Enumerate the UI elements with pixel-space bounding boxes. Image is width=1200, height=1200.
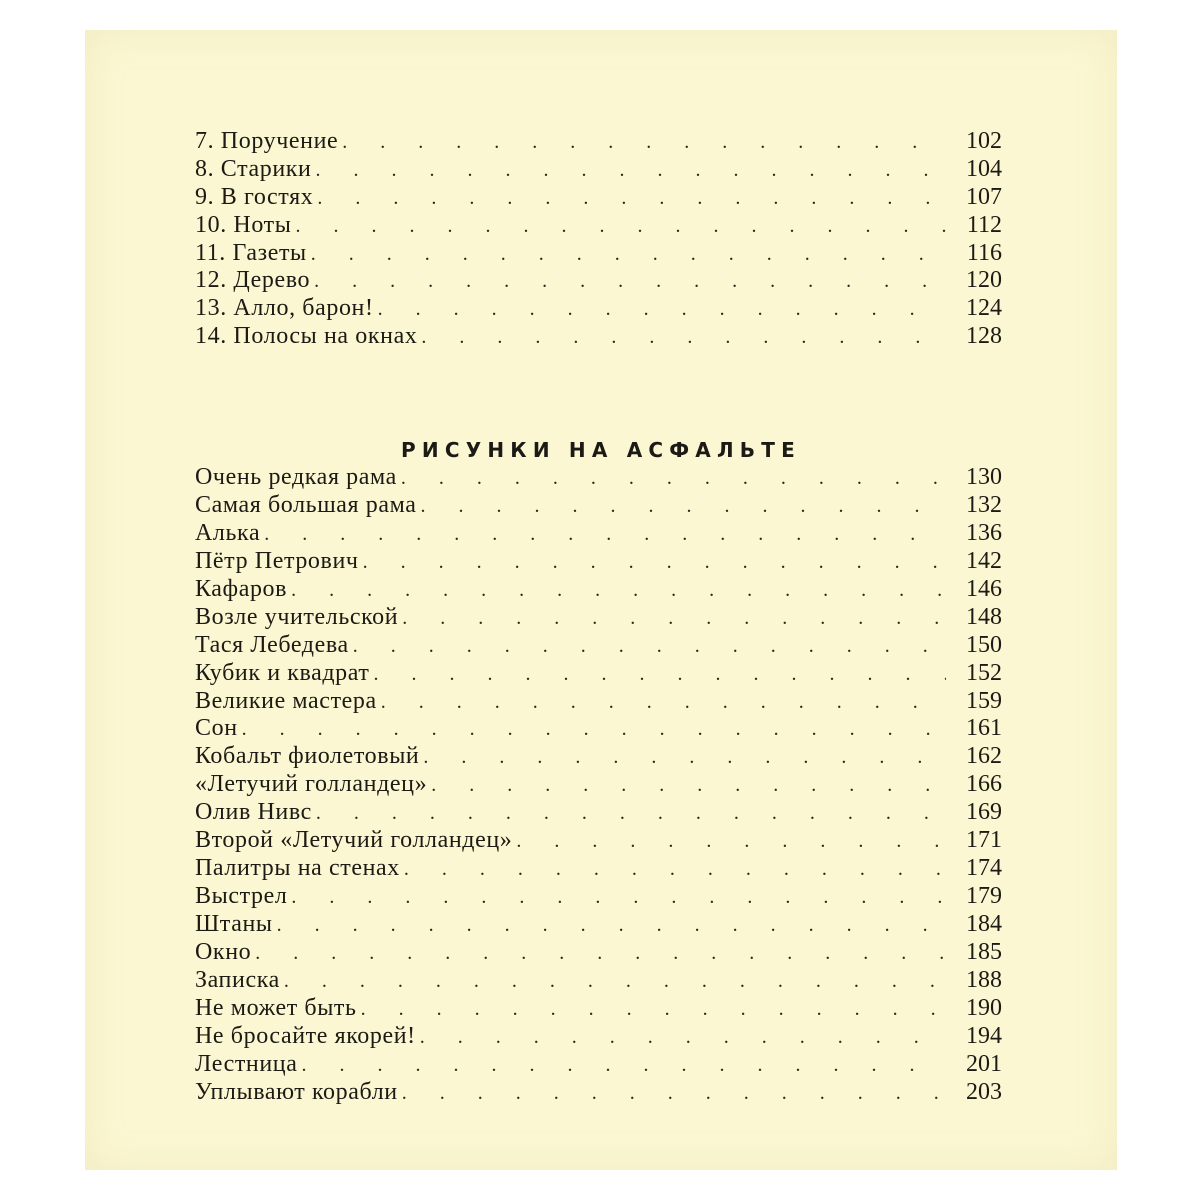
toc-entry-page: 112 <box>946 212 1002 240</box>
toc-entry-title: Штаны <box>195 911 273 937</box>
toc-entry-title: Окно <box>195 938 252 965</box>
toc-entry-title: 14. Полосы на окнах <box>195 323 418 350</box>
toc-entry-title: Палитры на стенах <box>195 855 400 882</box>
toc-entry <box>195 520 1002 548</box>
toc-dot-leader <box>317 185 946 213</box>
toc-entry <box>195 548 1002 576</box>
toc-dot-leader <box>295 213 946 241</box>
toc-entry <box>195 855 1002 883</box>
toc-entry <box>195 799 1002 827</box>
toc-entry-page: 104 <box>946 156 1002 184</box>
toc-entry-page: 174 <box>946 855 1002 883</box>
toc-entry <box>195 995 1002 1023</box>
toc-entry <box>195 771 1002 799</box>
toc-entry-title: Уплывают корабли <box>195 1078 398 1105</box>
toc-entry-title: 11. Газеты <box>195 239 307 266</box>
toc-entry-page: 150 <box>946 632 1002 660</box>
toc-entry-page: 116 <box>946 240 1002 268</box>
toc-dot-leader <box>402 605 946 633</box>
toc-entry-title: Не может быть <box>195 994 357 1021</box>
toc-entry-title: Алька <box>195 519 261 546</box>
toc-dot-leader <box>255 940 946 968</box>
toc-dot-leader <box>421 324 946 352</box>
toc-entry <box>195 939 1002 967</box>
toc-entry-title: 9. В гостях <box>195 183 314 210</box>
toc-entry-page: 184 <box>946 911 1002 939</box>
toc-entry-title: Второй «Летучий голландец» <box>195 827 513 854</box>
toc-entry-title: Тася Лебедева <box>195 631 349 658</box>
toc-entry-page: 185 <box>946 939 1002 967</box>
toc-entry <box>195 464 1002 492</box>
toc-entry <box>195 715 1002 743</box>
toc-entry-title: Великие мастера <box>195 687 377 714</box>
toc-dot-leader <box>291 577 946 605</box>
toc-dot-leader <box>374 661 946 689</box>
toc-entry <box>195 632 1002 660</box>
toc-entry-page: 128 <box>946 323 1002 351</box>
toc-entry-page: 188 <box>946 967 1002 995</box>
toc-entry <box>195 827 1002 855</box>
toc-dot-leader <box>311 241 946 269</box>
toc-entry <box>195 128 1002 156</box>
toc-entry-title: Лестница <box>195 1050 298 1077</box>
toc-entry-page: 107 <box>946 184 1002 212</box>
toc-entry-page: 166 <box>946 771 1002 799</box>
toc-entry-title: Олив Нивс <box>195 799 312 826</box>
toc-entry-page: 162 <box>946 743 1002 771</box>
toc-entry <box>195 295 1002 323</box>
toc-entry <box>195 576 1002 604</box>
toc-entry-page: 120 <box>946 267 1002 295</box>
toc-list-bottom <box>195 464 1002 1107</box>
toc-list-top <box>195 128 1002 351</box>
toc-entry <box>195 1079 1002 1107</box>
toc-entry <box>195 1051 1002 1079</box>
toc-entry-page: 148 <box>946 604 1002 632</box>
toc-entry-page: 201 <box>946 1051 1002 1079</box>
toc-entry <box>195 743 1002 771</box>
toc-dot-leader <box>284 968 946 996</box>
toc-entry <box>195 492 1002 520</box>
toc-entry <box>195 883 1002 911</box>
toc-entry <box>195 967 1002 995</box>
toc-dot-leader <box>242 716 946 744</box>
toc-entry-page: 102 <box>946 128 1002 156</box>
toc-dot-leader <box>314 268 946 296</box>
toc-entry-page: 203 <box>946 1079 1002 1107</box>
toc-entry-title: Кобальт фиолетовый <box>195 743 420 770</box>
toc-entry-title: Сон <box>195 715 238 742</box>
toc-entry-title: 13. Алло, барон! <box>195 295 374 322</box>
toc-entry-title: Очень редкая рама <box>195 464 397 490</box>
toc-entry-title: «Летучий голландец» <box>195 771 428 798</box>
toc-entry <box>195 660 1002 688</box>
toc-dot-leader <box>361 996 946 1024</box>
toc-entry <box>195 267 1002 295</box>
toc-entry <box>195 1023 1002 1051</box>
toc-entry-page: 194 <box>946 1023 1002 1051</box>
toc-entry <box>195 212 1002 240</box>
toc-entry <box>195 911 1002 939</box>
toc-entry-page: 159 <box>946 688 1002 716</box>
toc-entry-page: 161 <box>946 715 1002 743</box>
toc-dot-leader <box>291 884 946 912</box>
toc-entry-title: 10. Ноты <box>195 211 292 238</box>
toc-entry-title: Самая большая рама <box>195 491 417 518</box>
toc-dot-leader <box>381 689 946 717</box>
toc-entry-title: 8. Старики <box>195 155 312 182</box>
toc-entry <box>195 604 1002 632</box>
toc-entry <box>195 240 1002 268</box>
toc-entry-title: Не бросайте якорей! <box>195 1022 416 1049</box>
toc-entry-page: 171 <box>946 827 1002 855</box>
toc-entry-title: Кубик и квадрат <box>195 659 370 686</box>
toc-entry-page: 190 <box>946 995 1002 1023</box>
toc-dot-leader <box>420 1024 946 1052</box>
toc-dot-leader <box>353 633 946 661</box>
toc-dot-leader <box>363 549 946 577</box>
toc-entry-title: Кафаров <box>195 575 288 602</box>
toc-dot-leader <box>431 772 946 800</box>
toc-entry <box>195 156 1002 184</box>
toc-entry-title: 7. Поручение <box>195 128 339 154</box>
toc-entry-title: 12. Дерево <box>195 267 311 294</box>
toc-entry-title: Возле учительской <box>195 603 399 630</box>
toc-dot-leader <box>264 521 946 549</box>
toc-dot-leader <box>302 1052 947 1080</box>
toc-dot-leader <box>342 129 946 157</box>
toc-entry-page: 132 <box>946 492 1002 520</box>
toc-dot-leader <box>315 157 946 185</box>
toc-entry-page: 169 <box>946 799 1002 827</box>
toc-dot-leader <box>402 1080 946 1108</box>
toc-dot-leader <box>277 912 946 940</box>
toc-entry-title: Выстрел <box>195 883 288 910</box>
toc-entry-title: Записка <box>195 966 280 993</box>
toc-entry-page: 124 <box>946 295 1002 323</box>
toc-dot-leader <box>423 744 946 772</box>
toc-dot-leader <box>378 296 946 324</box>
toc-dot-leader <box>316 800 946 828</box>
toc-entry <box>195 323 1002 351</box>
toc-entry-page: 146 <box>946 576 1002 604</box>
toc-entry <box>195 688 1002 716</box>
book-page <box>85 30 1117 1170</box>
toc-entry-page: 152 <box>946 660 1002 688</box>
toc-entry <box>195 184 1002 212</box>
toc-dot-leader <box>401 465 946 493</box>
toc-entry-page: 179 <box>946 883 1002 911</box>
toc-entry-page: 130 <box>946 464 1002 492</box>
toc-dot-leader <box>404 856 946 884</box>
toc-entry-page: 142 <box>946 548 1002 576</box>
toc-entry-page: 136 <box>946 520 1002 548</box>
toc-dot-leader <box>421 493 947 521</box>
toc-entry-title: Пётр Петрович <box>195 547 359 574</box>
toc-dot-leader <box>516 828 946 856</box>
section-title: РИСУНКИ НА АСФАЛЬТЕ <box>401 438 801 462</box>
